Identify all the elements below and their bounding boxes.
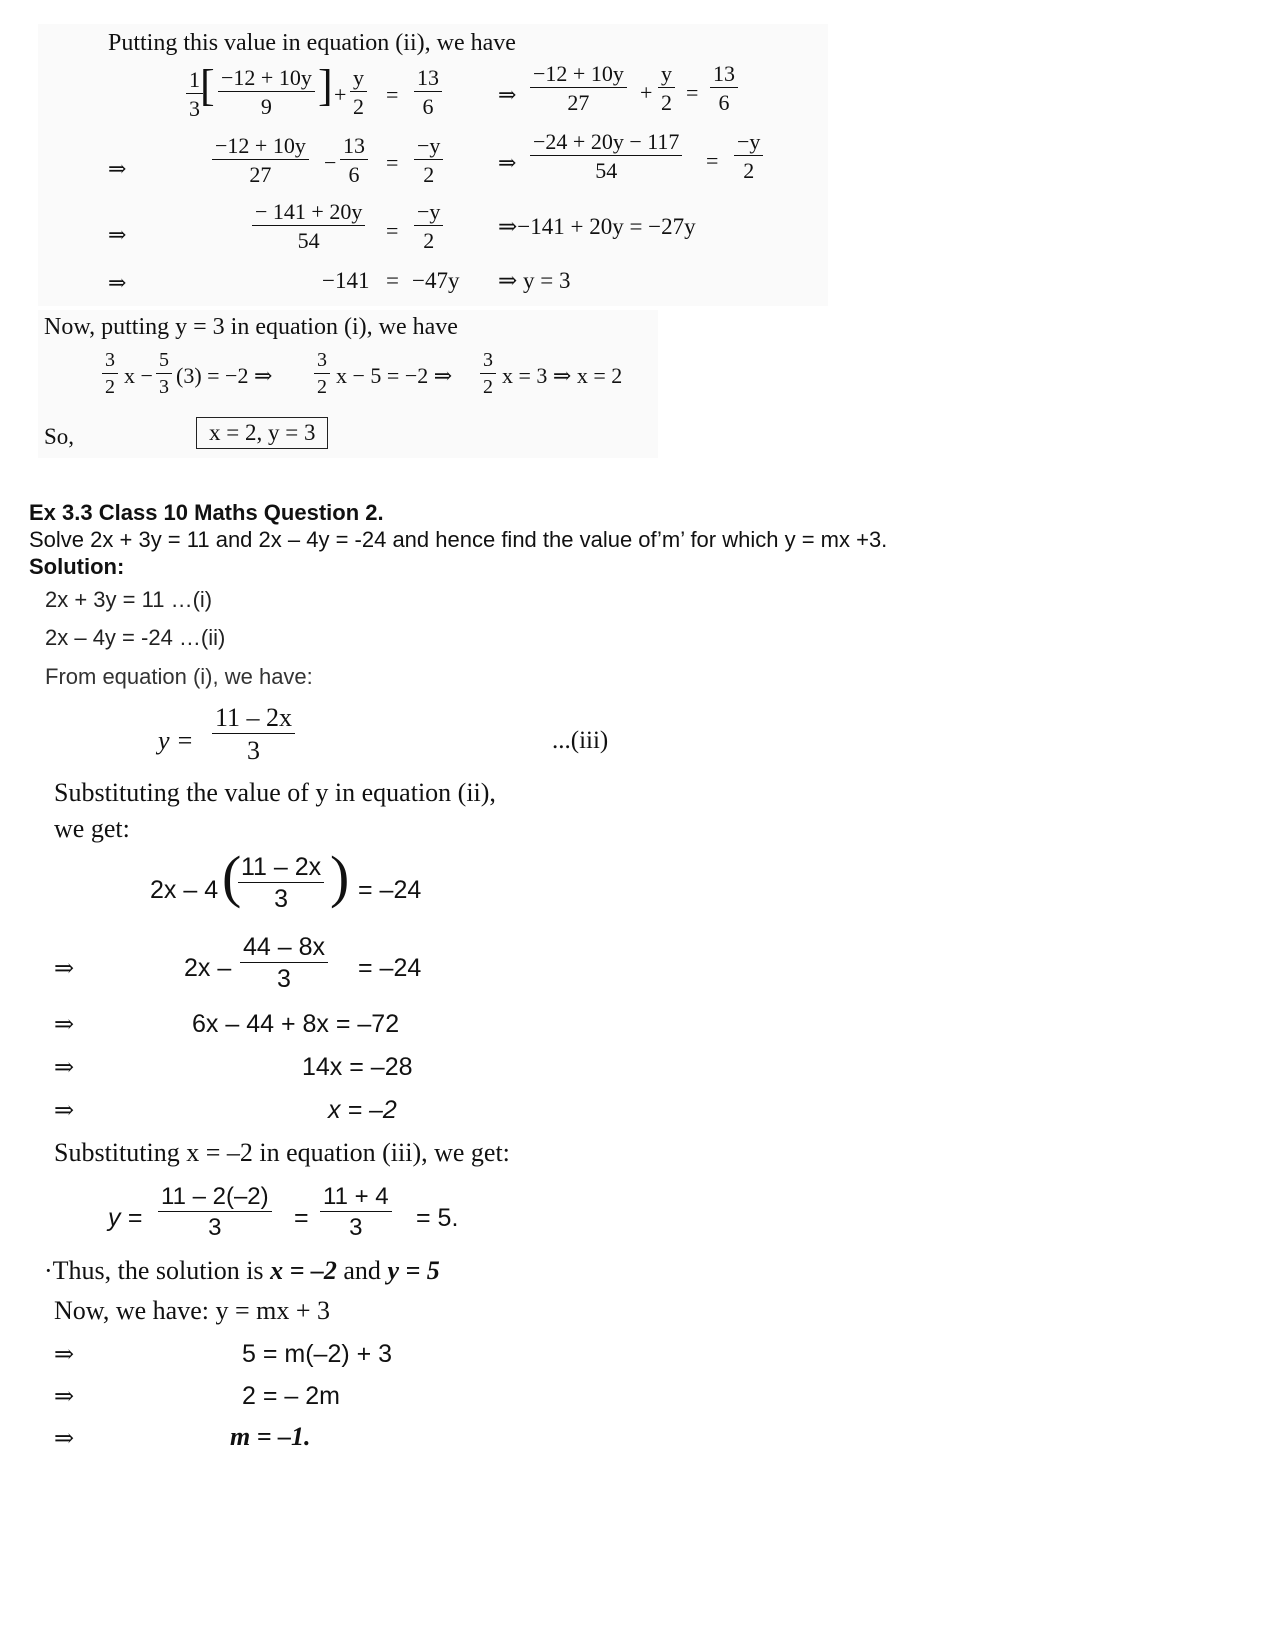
left-paren: ( <box>222 844 242 909</box>
equals-sign: = <box>706 148 719 173</box>
step-rhs: = –24 <box>358 954 422 982</box>
step-lhs: 2x – <box>184 954 232 982</box>
and-text: and <box>336 1256 388 1285</box>
fraction-denominator: 2 <box>423 162 435 188</box>
plus-sign: + <box>334 82 347 107</box>
question-title: Ex 3.3 Class 10 Maths Question 2. <box>29 500 384 525</box>
fraction-numerator: −24 + 20y − 117 <box>530 130 682 156</box>
scan1-row3-right: ⇒−141 + 20y = −27y <box>498 214 696 239</box>
fraction-numerator: y <box>350 66 367 92</box>
so-label: So, <box>44 424 75 449</box>
implies-arrow: ⇒ <box>54 1055 75 1081</box>
fraction-numerator: 3 <box>314 350 330 374</box>
equals-sign: = <box>386 150 399 175</box>
equals-sign: = <box>386 82 399 107</box>
fraction-numerator: −12 + 10y <box>218 66 315 92</box>
equals-sign: = <box>386 268 399 293</box>
implies-arrow: ⇒ <box>108 156 127 181</box>
implies-arrow: ⇒ <box>54 1426 75 1452</box>
we-get-text: we get: <box>54 814 130 843</box>
fraction-numerator: −12 + 10y <box>212 134 309 160</box>
fraction-denominator: 54 <box>595 158 618 184</box>
step-rhs: = –24 <box>358 876 422 904</box>
row4-lhs: −141 <box>322 268 370 293</box>
x-value: x = –2 <box>270 1256 337 1285</box>
fraction-numerator: 1 <box>186 68 203 94</box>
fraction-denominator: 3 <box>247 736 261 766</box>
fraction-numerator: 3 <box>480 350 496 374</box>
fraction-denominator: 2 <box>483 376 493 398</box>
term: x − 5 = −2 ⇒ <box>336 363 453 388</box>
implies-arrow: ⇒ <box>54 1384 75 1410</box>
fraction-denominator: 9 <box>260 94 272 120</box>
implies-arrow: ⇒ <box>108 222 127 247</box>
implies-arrow: ⇒ <box>498 82 517 107</box>
implies-arrow: ⇒ <box>54 1342 75 1368</box>
fraction-numerator: −y <box>734 130 763 156</box>
substitution-x-text: Substituting x = –2 in equation (iii), we get: <box>54 1138 510 1167</box>
fraction-numerator: 11 – 2x <box>238 854 324 883</box>
fraction-denominator: 2 <box>105 376 115 398</box>
fraction-denominator: 3 <box>208 1214 222 1242</box>
term: (3) = −2 ⇒ <box>176 363 273 388</box>
scan1-intro: Putting this value in equation (ii), we have <box>108 30 516 56</box>
fraction-numerator: 11 + 4 <box>320 1184 392 1212</box>
m-result: m = –1. <box>230 1422 311 1451</box>
thus-prefix: ·Thus, the solution is <box>44 1256 271 1285</box>
implies-arrow: ⇒ <box>498 150 517 175</box>
step-lhs: 2x – 4 <box>150 876 219 904</box>
fraction-denominator: 27 <box>567 90 590 116</box>
left-bracket: [ <box>200 61 215 110</box>
fraction-denominator: 6 <box>422 94 434 120</box>
fraction-denominator: 2 <box>661 90 672 116</box>
right-paren: ) <box>330 844 350 909</box>
scan2-intro: Now, putting y = 3 in equation (i), we have <box>44 314 458 340</box>
y-lhs: y = <box>108 1204 143 1232</box>
fraction-numerator: 11 – 2(–2) <box>158 1184 272 1212</box>
fraction-numerator: 13 <box>414 66 442 92</box>
equals-sign: = <box>386 218 399 243</box>
fraction-numerator: 13 <box>710 62 738 88</box>
fraction-numerator: −y <box>414 134 443 160</box>
step-5: x = –2 <box>328 1096 397 1124</box>
now-we-have: Now, we have: y = mx + 3 <box>54 1296 331 1325</box>
implies-arrow: ⇒ <box>54 956 75 982</box>
fraction-numerator: −12 + 10y <box>530 62 627 88</box>
equation-ii: 2x – 4y = -24 …(ii) <box>45 625 226 650</box>
fraction-denominator: 2 <box>353 94 364 120</box>
fraction-denominator: 54 <box>297 228 320 254</box>
row4-rhs: −47y <box>412 268 460 293</box>
substitution-text: Substituting the value of y in equation (ii), <box>54 778 496 807</box>
fraction-denominator: 27 <box>249 162 272 188</box>
row4-result: ⇒ y = 3 <box>498 268 571 293</box>
equation-i: 2x + 3y = 11 …(i) <box>45 587 213 612</box>
solution-statement <box>44 1256 440 1286</box>
y-value: y = 5 <box>387 1256 440 1285</box>
m-step-2: 2 = – 2m <box>242 1382 340 1410</box>
y-result: = 5. <box>416 1204 459 1232</box>
implies-arrow: ⇒ <box>54 1012 75 1038</box>
y-lhs: y = <box>158 726 194 755</box>
fraction-numerator: 3 <box>102 350 118 374</box>
term: x − <box>124 363 153 388</box>
boxed-answer: x = 2, y = 3 <box>196 417 328 449</box>
equals-sign: = <box>294 1204 309 1232</box>
step-3: 6x – 44 + 8x = –72 <box>192 1010 400 1038</box>
right-bracket: ] <box>318 61 333 110</box>
fraction-denominator: 3 <box>189 96 200 122</box>
equals-sign: = <box>686 80 699 105</box>
question-text: Solve 2x + 3y = 11 and 2x – 4y = -24 and hence find the value of’m’ for which y = mx +3. <box>29 527 888 552</box>
fraction-denominator: 2 <box>317 376 327 398</box>
fraction-denominator: 3 <box>159 376 169 398</box>
equation-label-iii: ...(iii) <box>552 727 609 754</box>
fraction-numerator: y <box>658 62 675 88</box>
fraction-denominator: 6 <box>348 162 360 188</box>
m-step-1: 5 = m(–2) + 3 <box>242 1340 393 1368</box>
plus-sign: + <box>640 80 653 105</box>
term: x = 3 ⇒ x = 2 <box>502 363 623 388</box>
minus-sign: − <box>324 150 337 175</box>
step-4: 14x = –28 <box>302 1053 413 1081</box>
fraction-denominator: 3 <box>277 965 291 994</box>
implies-arrow: ⇒ <box>108 270 127 295</box>
implies-arrow: ⇒ <box>54 1098 75 1124</box>
fraction-denominator: 2 <box>423 228 435 254</box>
fraction-denominator: 3 <box>349 1214 363 1242</box>
fraction-numerator: 11 – 2x <box>212 704 295 734</box>
fraction-numerator: 5 <box>156 350 172 374</box>
from-equation-i: From equation (i), we have: <box>45 664 313 689</box>
fraction-denominator: 2 <box>743 158 755 184</box>
fraction-numerator: − 141 + 20y <box>252 200 365 226</box>
solution-label: Solution: <box>29 554 125 579</box>
fraction-denominator: 6 <box>718 90 730 116</box>
fraction-numerator: 13 <box>340 134 368 160</box>
fraction-numerator: 44 – 8x <box>240 934 328 963</box>
fraction-numerator: −y <box>414 200 443 226</box>
fraction-denominator: 3 <box>274 885 289 914</box>
